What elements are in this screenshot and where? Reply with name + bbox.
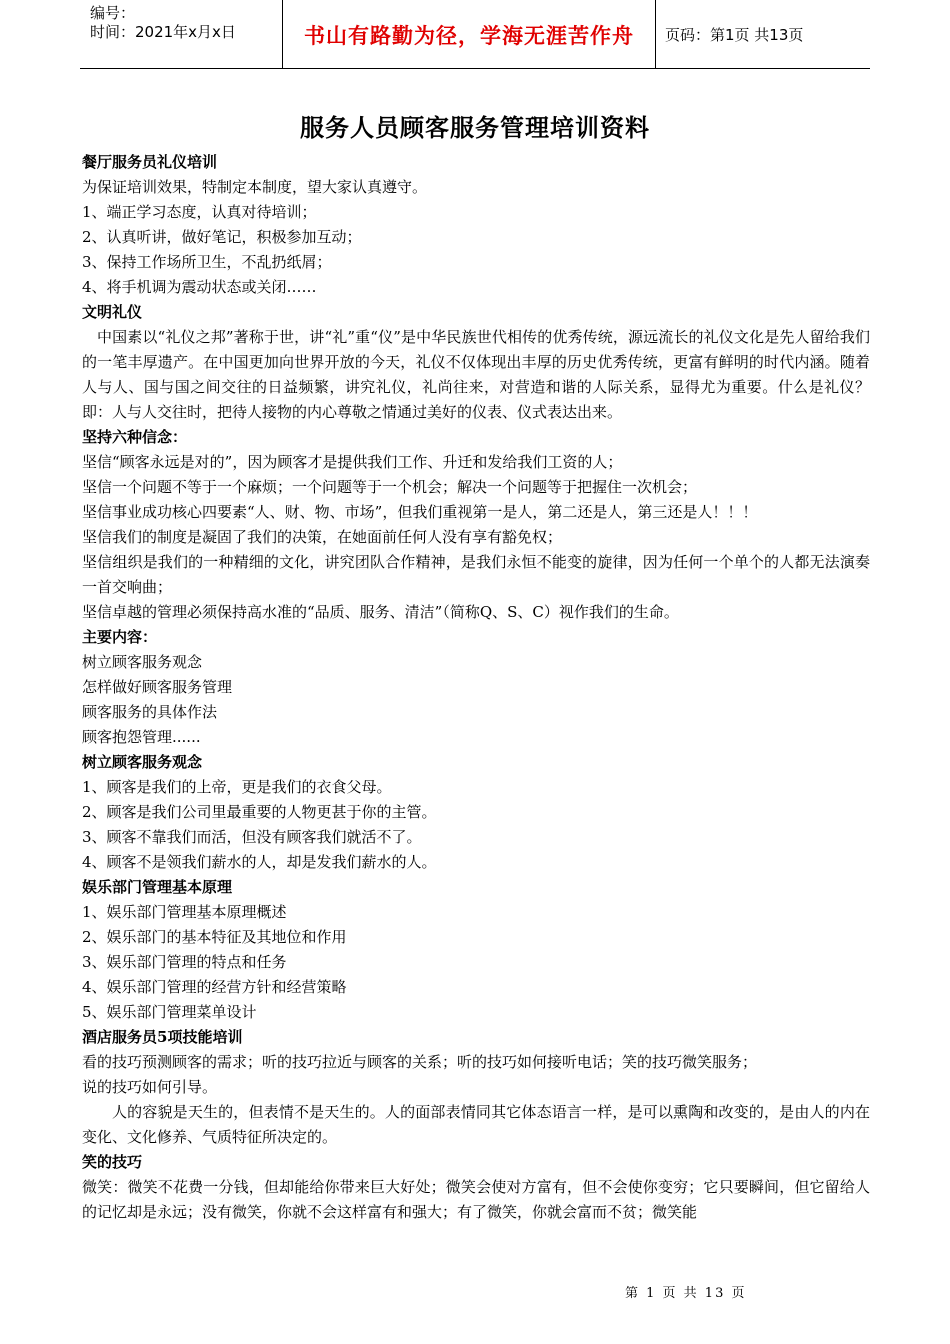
belief-item: 坚信一个问题不等于一个麻烦；一个问题等于一个机会；解决一个问题等于把握住一次机会；: [82, 478, 698, 496]
list-item: 2、娱乐部门的基本特征及其地位和作用: [82, 928, 347, 946]
section-heading: 坚持六种信念：: [82, 428, 188, 446]
list-item: 树立顾客服务观念: [82, 653, 203, 671]
header-meta: [90, 4, 280, 42]
list-item: 1、顾客是我们的上帝，更是我们的衣食父母。: [82, 778, 392, 796]
list-item: 5、娱乐部门管理菜单设计: [82, 1003, 257, 1021]
belief-item: 坚信事业成功核心四要素“人、财、物、市场”，但我们重视第一是人，第二还是人，第三还是人！！！: [82, 503, 758, 521]
header-motto: 书山有路勤为径，学海无涯苦作舟: [304, 23, 634, 48]
list-item: 1、娱乐部门管理基本原理概述: [82, 903, 287, 921]
section-heading: 主要内容：: [82, 628, 158, 646]
belief-item: 坚信“顾客永远是对的”，因为顾客才是提供我们工作、升迁和发给我们工资的人；: [82, 453, 623, 471]
section-heading: 娱乐部门管理基本原理: [82, 878, 233, 896]
paragraph: 微笑：微笑不花费一分钱，但却能给你带来巨大好处；微笑会使对方富有，但不会使你变穷；它只要瞬间，但它留给人的记忆却是永远；没有微笑，你就不会这样富有和强大；有了微笑，你就会富而不贫；微笑能: [82, 1178, 870, 1221]
skill-text: 说的技巧如何引导。: [82, 1078, 218, 1096]
list-item: 顾客服务的具体作法: [82, 703, 218, 721]
intro-text: 为保证培训效果，特制定本制度，望大家认真遵守。: [82, 178, 428, 196]
section-heading: 餐厅服务员礼仪培训: [82, 153, 218, 171]
section-heading: 笑的技巧: [82, 1153, 143, 1171]
document-date: 时间：2021年x月x日: [90, 23, 236, 41]
list-item: 顾客抱怨管理......: [82, 728, 201, 746]
list-item: 4、娱乐部门管理的经营方针和经营策略: [82, 978, 347, 996]
section-heading: 文明礼仪: [82, 303, 143, 321]
document-body: [82, 150, 870, 1225]
section-heading: 酒店服务员5项技能培训: [82, 1028, 243, 1046]
page-footer: 第 1 页 共 13 页: [625, 1286, 747, 1301]
header-page-info: 页码：第1页 共13页: [665, 26, 804, 44]
list-item: 3、娱乐部门管理的特点和任务: [82, 953, 287, 971]
header-divider: [655, 0, 656, 68]
list-item: 1、端正学习态度，认真对待培训；: [82, 203, 317, 221]
list-item: 4、将手机调为震动状态或关闭……: [82, 278, 317, 296]
document-title: 服务人员顾客服务管理培训资料: [300, 113, 650, 142]
document-number-label: 编号：: [90, 4, 136, 22]
list-item: 3、保持工作场所卫生，不乱扔纸屑；: [82, 253, 332, 271]
list-item: 4、顾客不是领我们薪水的人，却是发我们薪水的人。: [82, 853, 437, 871]
belief-item: 坚信我们的制度是凝固了我们的决策，在她面前任何人没有享有豁免权；: [82, 528, 563, 546]
belief-item: 坚信卓越的管理必须保持高水准的“品质、服务、清洁”（简称Q、S、C）视作我们的生命。: [82, 603, 679, 621]
list-item: 怎样做好顾客服务管理: [82, 678, 233, 696]
belief-item: 坚信组织是我们的一种精细的文化，讲究团队合作精神，是我们永恒不能变的旋律，因为任何一个单个的人都无法演奏一首交响曲；: [82, 553, 870, 596]
section-heading: 树立顾客服务观念: [82, 753, 203, 771]
skill-text: 看的技巧预测顾客的需求；听的技巧拉近与顾客的关系；听的技巧如何接听电话；笑的技巧微笑服务；: [82, 1053, 758, 1071]
list-item: 2、认真听讲，做好笔记，积极参加互动；: [82, 228, 362, 246]
paragraph: 中国素以“礼仪之邦”著称于世，讲“礼”重“仪”是中华民族世代相传的优秀传统，源远流长的礼仪文化是先人留给我们的一笔丰厚遗产。在中国更加向世界开放的今天，礼仪不仅体现出丰厚的历史优秀传统，更富有鲜明的时代内涵。随着人与人、国与国之间交往的日益频繁，讲究礼仪，礼尚往来，对营造和谐的人际关系，显得尤为重要。什么是礼仪？即：人与人交往时，把待人接物的内心尊敬之情通过美好的仪表、仪式表达出来。: [82, 328, 870, 421]
paragraph: 人的容貌是天生的，但表情不是天生的。人的面部表情同其它体态语言一样，是可以熏陶和改变的，是由人的内在变化、文化修养、气质特征所决定的。: [82, 1103, 870, 1146]
page-header: [80, 0, 870, 69]
list-item: 2、顾客是我们公司里最重要的人物更甚于你的主管。: [82, 803, 437, 821]
list-item: 3、顾客不靠我们而活，但没有顾客我们就活不了。: [82, 828, 422, 846]
